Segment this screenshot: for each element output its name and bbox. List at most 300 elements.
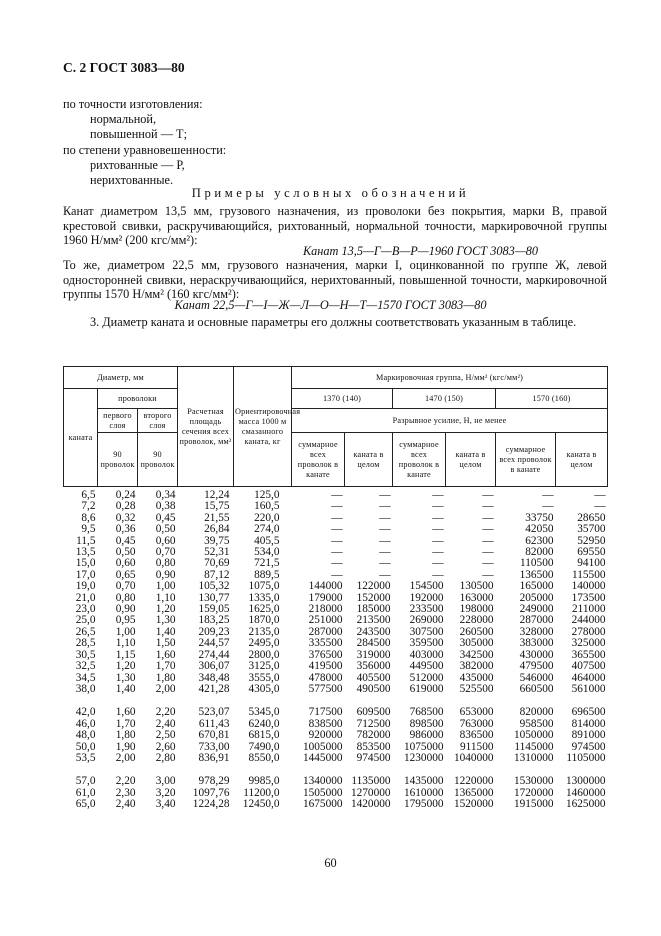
- table-cell: 0,60: [155, 534, 176, 547]
- table-cell: 763000: [459, 717, 494, 730]
- table-cell: —: [331, 500, 343, 513]
- table-cell: —: [432, 546, 444, 559]
- table-cell: 287000: [519, 614, 554, 627]
- table-cell: 1050000: [513, 729, 554, 742]
- table-cell: 2,20: [115, 775, 136, 788]
- table-cell: 52,31: [204, 546, 230, 559]
- table-cell: 8550,0: [248, 751, 280, 764]
- table-cell: 0,80: [155, 557, 176, 570]
- table-cell: 2,50: [155, 729, 176, 742]
- table-cell: 2,80: [155, 751, 176, 764]
- table-cell: 407500: [571, 660, 606, 673]
- table-cell: —: [331, 568, 343, 581]
- table-cell: 1105000: [566, 751, 606, 764]
- table-cell: 144000: [308, 580, 343, 593]
- table-cell: 209,23: [198, 625, 230, 638]
- table-cell: 1365000: [453, 786, 494, 799]
- table-cell: 0,95: [115, 614, 136, 627]
- table-cell: —: [379, 511, 391, 524]
- header-sum-wires-1370: суммарное всех проволок в канате: [292, 433, 345, 487]
- table-cell: 1,20: [115, 660, 136, 673]
- header-first-layer: первого слоя: [98, 409, 138, 433]
- table-cell: —: [331, 546, 343, 559]
- table-cell: 920000: [308, 729, 343, 742]
- table-cell: 3125,0: [248, 660, 280, 673]
- table-cell: 403000: [409, 648, 444, 661]
- table-cell: 17,0: [75, 568, 96, 581]
- table-cell: 974500: [356, 751, 391, 764]
- table-cell: —: [482, 557, 494, 570]
- table-cell: 838500: [308, 717, 343, 730]
- table-cell: 1335,0: [248, 591, 280, 604]
- table-cell: 179000: [308, 591, 343, 604]
- table-cell: 159,05: [198, 603, 230, 616]
- table-cell: 365500: [571, 648, 606, 661]
- table-cell: —: [331, 489, 343, 501]
- table-cell: 244000: [571, 614, 606, 627]
- table-cell: 12,24: [204, 489, 230, 501]
- table-cell: 619000: [409, 682, 444, 695]
- table-cell: 39,75: [204, 534, 230, 547]
- table-cell: —: [482, 489, 494, 501]
- table-cell: 1795000: [403, 798, 444, 811]
- table-cell: 160,5: [254, 500, 280, 513]
- table-cell: 38,0: [75, 682, 96, 695]
- table-cell: 0,70: [115, 580, 136, 593]
- table-row: [64, 487, 608, 502]
- table-cell: 2,00: [115, 751, 136, 764]
- example-1-paragraph: Канат диаметром 13,5 мм, грузового назначения, из проволоки без покрытия, марки В, правой крестовой свивки, раскручивающийся, рихтованный, нормальной точности, маркировочной группы 1960 Н/мм² (200 кгс/мм²):: [63, 204, 607, 248]
- table-row: [64, 661, 608, 672]
- table-cell: 2,60: [155, 740, 176, 753]
- table-cell: 0,45: [155, 511, 176, 524]
- table-cell: 2,00: [155, 682, 176, 695]
- header-grade-group: Маркировочная группа, Н/мм² (кгс/мм²): [292, 367, 608, 389]
- table-cell: 26,5: [75, 625, 96, 638]
- table-cell: 110500: [520, 557, 554, 570]
- table-cell: 0,90: [115, 603, 136, 616]
- table-cell: 1,00: [155, 580, 176, 593]
- table-cell: 3555,0: [248, 671, 280, 684]
- table-cell: —: [331, 523, 343, 536]
- table-cell: 152000: [356, 591, 391, 604]
- header-diameter: Диаметр, мм: [64, 367, 178, 389]
- table-cell: 1610000: [403, 786, 444, 799]
- table-cell: 249000: [519, 603, 554, 616]
- table-cell: 19,0: [75, 580, 96, 593]
- table-cell: 1230000: [403, 751, 444, 764]
- page-header: С. 2 ГОСТ 3083—80: [63, 60, 185, 75]
- table-cell: 1720000: [513, 786, 554, 799]
- table-cell: —: [432, 500, 444, 513]
- table-cell: 1,50: [155, 637, 176, 650]
- table-cell: 306,07: [198, 660, 230, 673]
- header-wires: проволоки: [98, 389, 178, 409]
- table-cell: 30,5: [75, 648, 96, 661]
- table-cell: —: [594, 489, 606, 501]
- table-cell: 479500: [519, 660, 554, 673]
- table-cell: 405500: [356, 671, 391, 684]
- table-cell: 2,30: [115, 786, 136, 799]
- table-cell: 28650: [577, 511, 606, 524]
- table-cell: 512000: [409, 671, 444, 684]
- header-grade-1470: 1470 (150): [393, 389, 496, 409]
- table-cell: —: [432, 511, 444, 524]
- table-cell: 660500: [519, 682, 554, 695]
- table-cell: 0,80: [115, 591, 136, 604]
- table-cell: 5345,0: [248, 706, 280, 719]
- table-cell: 87,12: [204, 568, 230, 581]
- designation-2: Канат 22,5—Г—I—Ж—Л—О—Н—Т—1570 ГОСТ 3083—80: [174, 298, 487, 312]
- table-cell: 1625,0: [248, 603, 280, 616]
- table-cell: 7,2: [81, 500, 96, 513]
- table-cell: —: [432, 557, 444, 570]
- table-cell: 122000: [356, 580, 391, 593]
- table-row: [64, 524, 608, 535]
- table-cell: 0,65: [115, 568, 136, 581]
- table-cell: 1505000: [302, 786, 343, 799]
- header-rope-total-1570: каната в целом: [556, 433, 608, 487]
- table-cell: 2,20: [155, 706, 176, 719]
- table-cell: 2135,0: [248, 625, 280, 638]
- table-cell: 1224,28: [192, 798, 230, 811]
- table-cell: 1530000: [513, 775, 554, 788]
- table-cell: 34,5: [75, 671, 96, 684]
- header-wires90-first: 90 проволок: [98, 433, 138, 487]
- table-cell: 243500: [356, 625, 391, 638]
- table-cell: 0,50: [115, 546, 136, 559]
- table-cell: 35700: [577, 523, 606, 536]
- table-cell: 140000: [571, 580, 606, 593]
- table-cell: 46,0: [75, 717, 96, 730]
- table-cell: 820000: [519, 706, 554, 719]
- table-cell: 6,5: [81, 489, 96, 501]
- table-row: [64, 684, 608, 695]
- table-cell: 1,60: [155, 648, 176, 661]
- table-cell: 4305,0: [248, 682, 280, 695]
- table-cell: 0,70: [155, 546, 176, 559]
- examples-heading: Примеры условных обозначений: [191, 186, 470, 200]
- table-cell: —: [482, 568, 494, 581]
- designation-1: Канат 13,5—Г—В—Р—1960 ГОСТ 3083—80: [302, 244, 539, 258]
- table-cell: —: [379, 546, 391, 559]
- table-cell: 0,24: [115, 489, 136, 501]
- table-cell: 978,29: [198, 775, 230, 788]
- table-cell: 11,5: [76, 534, 96, 547]
- table-cell: 1270000: [350, 786, 391, 799]
- table-header: [64, 367, 608, 487]
- header-second-layer: второго слоя: [138, 409, 178, 433]
- table-cell: 9985,0: [248, 775, 280, 788]
- table-cell: —: [379, 568, 391, 581]
- table-cell: 836500: [459, 729, 494, 742]
- header-grade-1570: 1570 (160): [496, 389, 608, 409]
- table-cell: 1,15: [115, 648, 136, 661]
- table-cell: 0,60: [115, 557, 136, 570]
- table-cell: 319000: [356, 648, 391, 661]
- classification-list: [63, 97, 623, 188]
- table-cell: —: [542, 489, 554, 501]
- table-cell: 260500: [459, 625, 494, 638]
- table-cell: 42,0: [75, 706, 96, 719]
- table-cell: 13,5: [75, 546, 96, 559]
- table-cell: 25,0: [75, 614, 96, 627]
- table-cell: 1340000: [302, 775, 343, 788]
- table-cell: —: [379, 523, 391, 536]
- table-cell: —: [482, 534, 494, 547]
- table-cell: 130500: [459, 580, 494, 593]
- table-cell: 430000: [519, 648, 554, 661]
- table-cell: 1,80: [155, 671, 176, 684]
- classification-line: по степени уравновешенности:: [63, 142, 227, 157]
- table-cell: 1675000: [302, 798, 343, 811]
- table-row: [64, 753, 608, 764]
- table-cell: 220,0: [254, 511, 280, 524]
- table-cell: 490500: [356, 682, 391, 695]
- table-cell: 287000: [308, 625, 343, 638]
- table-cell: —: [432, 523, 444, 536]
- table-cell: 163000: [459, 591, 494, 604]
- table-cell: —: [379, 534, 391, 547]
- table-cell: 12450,0: [242, 798, 280, 811]
- table-cell: 1,10: [115, 637, 136, 650]
- table-cell: 183,25: [198, 614, 230, 627]
- example-2-paragraph: То же, диаметром 22,5 мм, грузового назначения, марки I, оцинкованной по группе Ж, левой односторонней свивки, нераскручивающийся, нерихтованный, повышенной точности, маркировочной группы 1570 Н/мм² (160 кгс/мм²):: [63, 258, 607, 302]
- table-cell: 1040000: [453, 751, 494, 764]
- table-cell: 1,30: [155, 614, 176, 627]
- header-sum-wires-1470: суммарное всех проволок в канате: [393, 433, 446, 487]
- table-cell: 1,40: [155, 625, 176, 638]
- table-cell: 712500: [356, 717, 391, 730]
- table-cell: 130,77: [198, 591, 230, 604]
- table-cell: 6815,0: [248, 729, 280, 742]
- table-cell: 70,69: [204, 557, 230, 570]
- table-cell: 1145000: [514, 740, 554, 753]
- table-cell: 3,20: [155, 786, 176, 799]
- page-number: 60: [324, 856, 337, 870]
- table-cell: 814000: [571, 717, 606, 730]
- table-cell: 15,75: [204, 500, 230, 513]
- table-cell: 478000: [308, 671, 343, 684]
- classification-line: нормальной,: [90, 112, 157, 127]
- table-cell: 50,0: [75, 740, 96, 753]
- classification-line: по точности изготовления:: [63, 97, 203, 111]
- table-cell: 233500: [409, 603, 444, 616]
- table-cell: 94100: [577, 557, 606, 570]
- table-cell: 1,90: [115, 740, 136, 753]
- table-cell: 419500: [308, 660, 343, 673]
- table-cell: 1870,0: [248, 614, 280, 627]
- table-cell: 251000: [308, 614, 343, 627]
- table-cell: 3,40: [155, 798, 176, 811]
- table-cell: —: [432, 534, 444, 547]
- table-cell: 0,90: [155, 568, 176, 581]
- table-cell: 213500: [356, 614, 391, 627]
- table-cell: 889,5: [254, 568, 280, 581]
- table-cell: 198000: [459, 603, 494, 616]
- table-cell: 383000: [519, 637, 554, 650]
- table-cell: 48,0: [75, 729, 96, 742]
- header-wires90-second: 90 проволок: [138, 433, 178, 487]
- table-cell: 1435000: [403, 775, 444, 788]
- table-cell: 696500: [571, 706, 606, 719]
- table-cell: 464000: [571, 671, 606, 684]
- table-cell: 0,50: [155, 523, 176, 536]
- table-cell: 561000: [571, 682, 606, 695]
- rope-parameters-table: [63, 366, 608, 811]
- table-cell: 911500: [460, 740, 494, 753]
- table-cell: 1,60: [115, 706, 136, 719]
- table-cell: 2800,0: [248, 648, 280, 661]
- classification-line: рихтованные — Р,: [90, 157, 185, 172]
- table-cell: 1915000: [513, 798, 554, 811]
- table-cell: 52950: [577, 534, 606, 547]
- table-cell: 1135000: [351, 775, 391, 788]
- table-cell: 1310000: [513, 751, 554, 764]
- table-cell: 1625000: [565, 798, 606, 811]
- table-body: [64, 487, 608, 811]
- table-cell: —: [432, 568, 444, 581]
- table-cell: 1445000: [302, 751, 343, 764]
- table-cell: 15,0: [75, 557, 96, 570]
- table-cell: 1,80: [115, 729, 136, 742]
- table-cell: 211000: [572, 603, 606, 616]
- table-cell: 1420000: [350, 798, 391, 811]
- table-cell: 1520000: [453, 798, 494, 811]
- table-cell: 974500: [571, 740, 606, 753]
- table-cell: 53,5: [75, 751, 96, 764]
- table-cell: 1,30: [115, 671, 136, 684]
- table-cell: 65,0: [75, 798, 96, 811]
- table-cell: 3,00: [155, 775, 176, 788]
- table-cell: 269000: [409, 614, 444, 627]
- table-cell: 733,00: [198, 740, 230, 753]
- table-cell: 546000: [519, 671, 554, 684]
- table-cell: 218000: [308, 603, 343, 616]
- table-cell: 348,48: [198, 671, 230, 684]
- table-cell: —: [542, 500, 554, 513]
- table-cell: 9,5: [81, 523, 96, 536]
- table-cell: 57,0: [75, 775, 96, 788]
- table-cell: —: [379, 489, 391, 501]
- classification-line: нерихтованные.: [90, 173, 174, 188]
- header-rope-total-1370: каната в целом: [345, 433, 393, 487]
- table-cell: 0,28: [115, 500, 136, 513]
- table-cell: —: [331, 511, 343, 524]
- table-cell: 125,0: [254, 489, 280, 501]
- table-cell: 609500: [356, 706, 391, 719]
- table-cell: 7490,0: [248, 740, 280, 753]
- table-cell: 670,81: [198, 729, 230, 742]
- table-cell: 23,0: [75, 603, 96, 616]
- table-cell: —: [331, 557, 343, 570]
- table-cell: 1005000: [302, 740, 343, 753]
- table-cell: 717500: [308, 706, 343, 719]
- header-rope-total-1470: каната в целом: [446, 433, 496, 487]
- table-cell: 768500: [409, 706, 444, 719]
- table-cell: 274,0: [254, 523, 280, 536]
- table-cell: 0,36: [115, 523, 136, 536]
- table-row: [64, 730, 608, 741]
- table-cell: 28,5: [75, 637, 96, 650]
- table-cell: 1097,76: [192, 786, 230, 799]
- table-cell: 6240,0: [248, 717, 280, 730]
- table-cell: 1460000: [565, 786, 606, 799]
- table-cell: 307500: [409, 625, 444, 638]
- table-cell: 228000: [459, 614, 494, 627]
- table-cell: 205000: [519, 591, 554, 604]
- table-cell: 782000: [356, 729, 391, 742]
- table-cell: 62300: [525, 534, 554, 547]
- header-mass: Ориентировочная масса 1000 м смазанного каната, кг: [234, 367, 292, 487]
- header-rope: каната: [64, 389, 98, 487]
- table-cell: 359500: [409, 637, 444, 650]
- table-cell: 2495,0: [248, 637, 280, 650]
- table-cell: 244,57: [198, 637, 230, 650]
- table-cell: 891000: [571, 729, 606, 742]
- table-cell: 105,32: [198, 580, 230, 593]
- table-cell: 328000: [519, 625, 554, 638]
- table-cell: 192000: [409, 591, 444, 604]
- table-cell: 1,10: [155, 591, 176, 604]
- table-cell: 274,44: [198, 648, 230, 661]
- classification-line: повышенной — Т;: [90, 127, 187, 142]
- table-cell: 21,0: [75, 591, 96, 604]
- table-cell: —: [331, 534, 343, 547]
- table-cell: 325000: [571, 637, 606, 650]
- table-cell: 8,6: [81, 511, 96, 524]
- table-cell: 0,45: [115, 534, 136, 547]
- table-cell: 653000: [459, 706, 494, 719]
- table-cell: 0,32: [115, 511, 136, 524]
- table-cell: 435000: [459, 671, 494, 684]
- table-cell: 534,0: [254, 546, 280, 559]
- table-cell: 82000: [525, 546, 554, 559]
- table-cell: 898500: [409, 717, 444, 730]
- header-grade-1370: 1370 (140): [292, 389, 393, 409]
- clause-3: 3. Диаметр каната и основные параметры его должны соответствовать указанным в таблице.: [90, 315, 577, 329]
- table-row: [64, 707, 608, 718]
- table-cell: 0,34: [155, 489, 176, 501]
- table-cell: —: [594, 500, 606, 513]
- table-cell: 278000: [571, 625, 606, 638]
- header-breaking-force: Разрывное усилие, Н, не менее: [292, 409, 608, 433]
- table-cell: —: [482, 546, 494, 559]
- table-cell: 356000: [356, 660, 391, 673]
- table-cell: 421,28: [198, 682, 230, 695]
- table-cell: 284500: [356, 637, 391, 650]
- table-cell: 525500: [459, 682, 494, 695]
- table-row: [64, 799, 608, 810]
- table-cell: 2,40: [115, 798, 136, 811]
- table-cell: 154500: [409, 580, 444, 593]
- table-cell: 69550: [577, 546, 606, 559]
- table-cell: 405,5: [254, 534, 280, 547]
- table-cell: 2,40: [155, 717, 176, 730]
- table-row: [64, 638, 608, 649]
- table-cell: 21,55: [204, 511, 230, 524]
- table-cell: 136500: [519, 568, 554, 581]
- table-cell: 836,91: [198, 751, 230, 764]
- table-cell: 165000: [519, 580, 554, 593]
- table-cell: 33750: [525, 511, 554, 524]
- table-cell: 1220000: [453, 775, 494, 788]
- table-cell: —: [379, 557, 391, 570]
- table-cell: 335500: [308, 637, 343, 650]
- table-cell: 1,00: [115, 625, 136, 638]
- table-cell: 42050: [525, 523, 554, 536]
- table-cell: 853500: [356, 740, 391, 753]
